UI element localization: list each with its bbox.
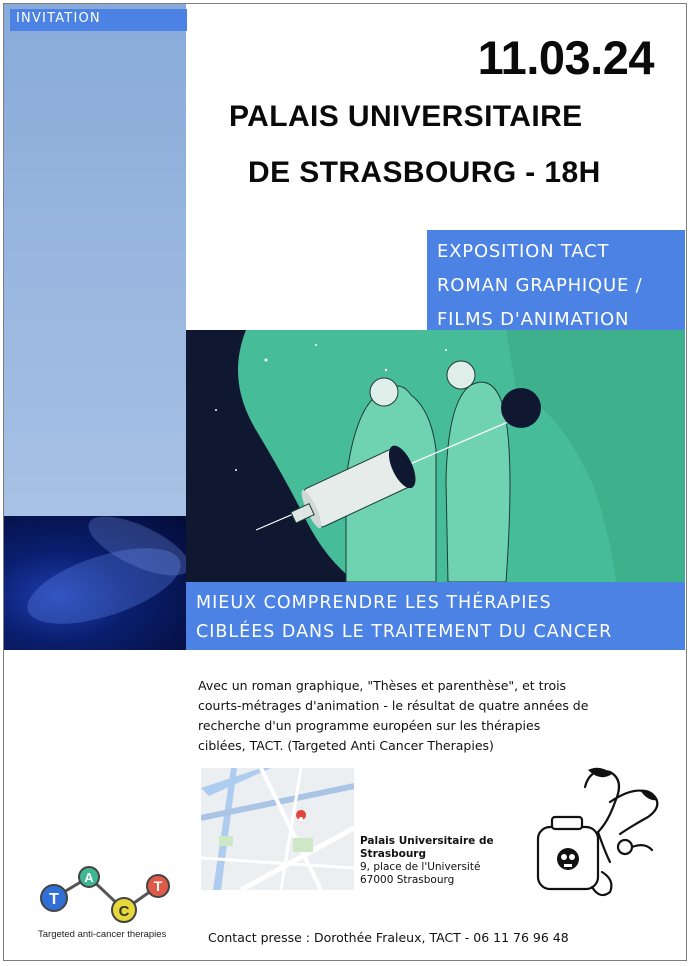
exposition-box: [427, 230, 685, 330]
description-line: courts-métrages d'animation - le résultat de quatre années de: [198, 698, 589, 713]
logo-letter: T: [49, 891, 59, 908]
logo-letter: T: [153, 878, 163, 894]
tagline-line: CIBLÉES DANS LE TRAITEMENT DU CANCER: [196, 622, 613, 642]
tagline-line: MIEUX COMPRENDRE LES THÉRAPIES: [196, 593, 552, 613]
tagline-box: [186, 582, 685, 650]
exposition-line: FILMS D'ANIMATION: [437, 309, 630, 330]
syringe-illustration: [186, 330, 685, 582]
venue-title-line1: PALAIS UNIVERSITAIRE: [229, 100, 583, 133]
description-line: recherche d'un programme européen sur les thérapies: [198, 718, 541, 733]
exposition-line: ROMAN GRAPHIQUE /: [437, 275, 643, 296]
map-art: [201, 768, 354, 890]
mascot-drawing: [530, 762, 670, 912]
address-name: Strasbourg: [360, 848, 426, 860]
location-map: [201, 768, 354, 890]
blue-photo-panel: [4, 516, 186, 650]
event-description: [198, 676, 589, 756]
venue-address: [360, 835, 494, 887]
tact-molecule: [32, 860, 182, 930]
press-contact: Contact presse : Dorothée Fraleux, TACT - 06 11 76 96 48: [208, 930, 569, 945]
logo-letter: C: [118, 903, 130, 920]
address-city: 67000 Strasbourg: [360, 874, 455, 886]
description-line: ciblées, TACT. (Targeted Anti Cancer Therapies): [198, 738, 494, 753]
event-date: 11.03.24: [477, 31, 654, 84]
venue-title-line2: DE STRASBOURG - 18H: [248, 156, 601, 189]
description-line: Avec un roman graphique, "Thèses et parenthèse", et trois: [198, 678, 567, 693]
logo-caption: Targeted anti-cancer therapies: [38, 929, 167, 940]
exposition-line: EXPOSITION TACT: [437, 241, 610, 262]
address-street: 9, place de l'Université: [360, 861, 481, 873]
address-name: Palais Universitaire de: [360, 835, 494, 847]
side-color-band: [4, 4, 186, 516]
invitation-label: INVITATION: [10, 9, 187, 31]
illustration-art: [186, 330, 685, 582]
skull-mascot-icon: [530, 762, 670, 912]
logo-letter: A: [84, 870, 94, 885]
